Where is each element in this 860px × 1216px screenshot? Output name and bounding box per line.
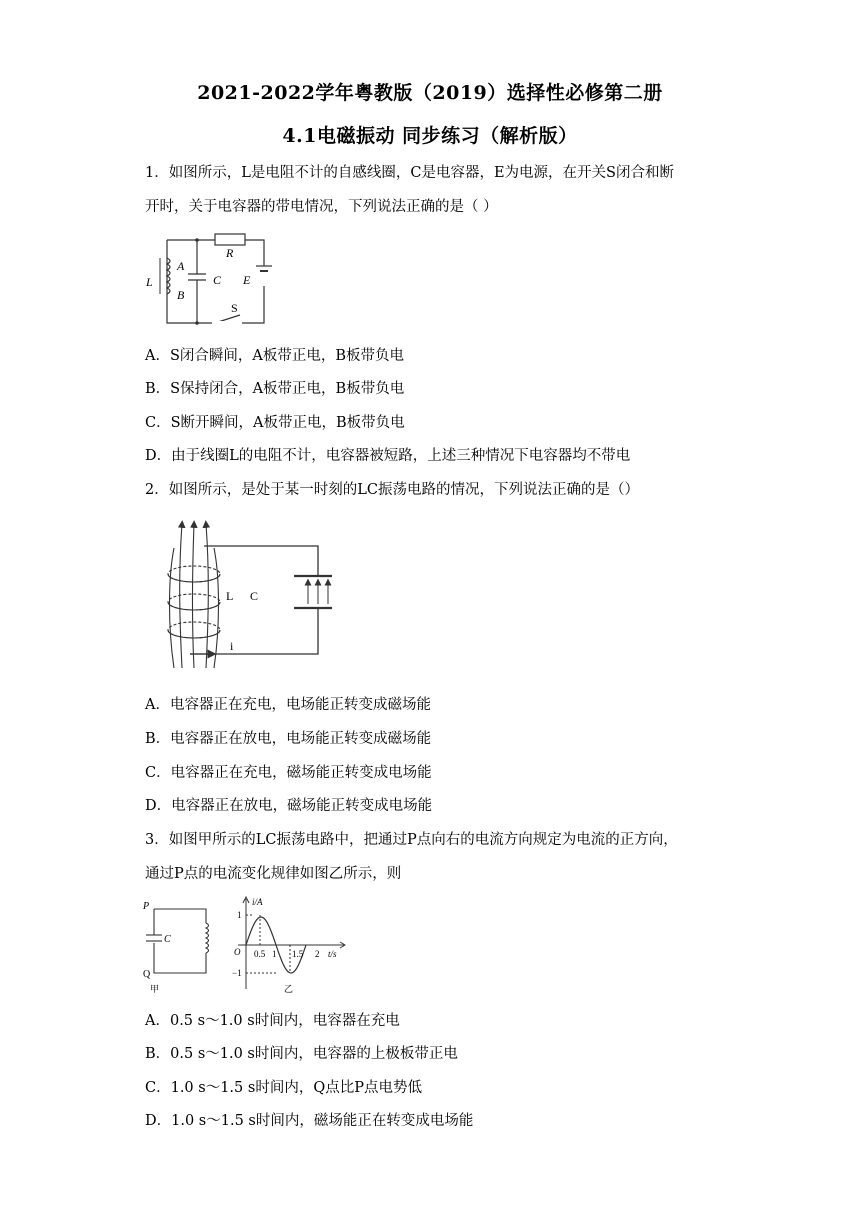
q3-origin: O — [234, 947, 241, 957]
q3-xlabel: t/s — [328, 949, 337, 959]
q3-stem-line2: 通过P点的电流变化规律如图乙所示，则 — [145, 866, 402, 882]
q3-option-c: C．1.0 s～1.5 s时间内，Q点比P点电势低 — [145, 1080, 422, 1096]
q3-ytick-1: 1 — [237, 910, 242, 920]
q1-label-L: L — [146, 275, 153, 289]
q1-option-c: C．S断开瞬间，A板带正电，B板带负电 — [145, 415, 405, 431]
q2-option-d: D．电容器正在放电，磁场能正转变成电场能 — [145, 798, 433, 814]
q3-xtick-1: 1 — [272, 949, 277, 959]
q1-label-C: C — [213, 273, 222, 287]
q2-option-c: C．电容器正在充电，磁场能正转变成电场能 — [145, 765, 432, 781]
q3-xtick-2: 2 — [315, 949, 320, 959]
q2-option-b: B．电容器正在放电，电场能正转变成磁场能 — [145, 731, 432, 747]
q1-label-R: R — [226, 246, 234, 260]
q3-caption-yi: 乙 — [284, 984, 294, 994]
q3-figure-jia — [140, 895, 220, 995]
q2-label-i: i — [230, 639, 234, 653]
q1-label-S: S — [231, 301, 238, 315]
q3-option-d: D．1.0 s～1.5 s时间内，磁场能正在转变成电场能 — [145, 1113, 474, 1129]
q1-option-d: D．由于线圈L的电阻不计，电容器被短路，上述三种情况下电容器均不带电 — [145, 448, 631, 464]
q1-circuit-figure — [140, 228, 280, 328]
q3-stem-line1: 3．如图甲所示的LC振荡电路中，把通过P点向右的电流方向规定为电流的正方向， — [145, 832, 678, 848]
q1-label-B: B — [177, 288, 185, 302]
q3-label-P: P — [143, 901, 150, 912]
document-title-line2: 4.1电磁振动 同步练习（解析版） — [282, 125, 578, 147]
q3-xtick-05: 0.5 — [254, 949, 266, 959]
q2-stem-line1: 2．如图所示，是处于某一时刻的LC振荡电路的情况，下列说法正确的是（） — [145, 482, 639, 498]
q3-figure-yi-graph — [226, 893, 352, 995]
document-title-line1: 2021-2022学年粤教版（2019）选择性必修第二册 — [197, 82, 663, 104]
q1-option-a: A．S闭合瞬间，A板带正电，B板带负电 — [145, 348, 405, 364]
q3-label-C: C — [164, 934, 171, 945]
q2-label-L: L — [226, 589, 234, 603]
q3-option-a: A．0.5 s～1.0 s时间内，电容器在充电 — [145, 1013, 400, 1029]
q1-stem-line1: 1．如图所示，L是电阻不计的自感线圈，C是电容器，E为电源，在开关S闭合和断 — [145, 165, 674, 181]
q1-stem-line2: 开时，关于电容器的带电情况，下列说法正确的是（ ） — [145, 199, 498, 215]
q3-ytick-neg1: −1 — [232, 968, 242, 978]
q2-label-C: C — [250, 589, 259, 603]
q3-ylabel: i/A — [252, 897, 263, 907]
q3-label-Q: Q — [143, 969, 151, 980]
q1-label-E: E — [243, 273, 251, 287]
q3-xtick-15: 1.5 — [292, 949, 304, 959]
q3-option-b: B．0.5 s～1.0 s时间内，电容器的上极板带正电 — [145, 1046, 458, 1062]
q2-lc-circuit-figure — [160, 518, 332, 674]
q1-label-A: A — [177, 259, 185, 273]
q1-option-b: B．S保持闭合，A板带正电，B板带负电 — [145, 381, 405, 397]
q2-option-a: A．电容器正在充电，电场能正转变成磁场能 — [145, 697, 431, 713]
q3-caption-jia: 甲 — [150, 984, 160, 994]
